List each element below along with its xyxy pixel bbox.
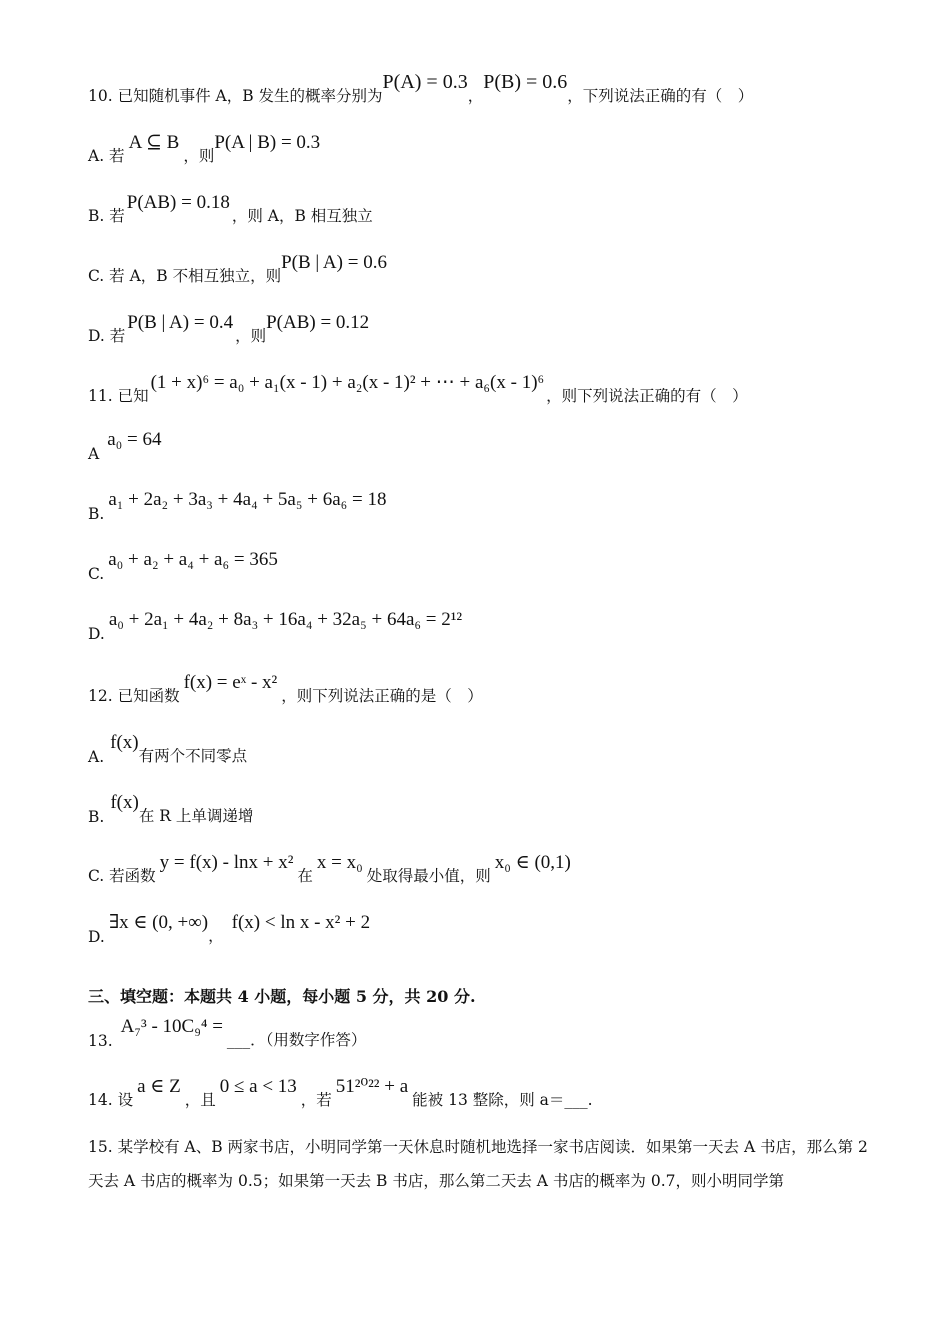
- q11-b-math: a₁ + 2a₂ + 3a₃ + 4a₄ + 5a₅ + 6a₆ = 18: [108, 489, 387, 510]
- q15-text: 15. 某学校有 A、B 两家书店，小明同学第一天休息时随机地选择一家书店阅读．如果第一天去 A 书店，那么第 2 天去 A 书店的概率为 0.5；如果第一天去 B 书店，那么第二天去 A 书店的概率为 0.7，则小明同学第: [88, 1138, 868, 1190]
- q10-prob-a: P(A) = 0.3: [382, 71, 468, 93]
- q12-option-a: [88, 732, 890, 766]
- q13-math: A₇³ - 10C₉⁴ =: [120, 1016, 223, 1037]
- q12-option-b: [88, 792, 890, 826]
- q12-stem: [88, 672, 890, 706]
- q10-b-math1: P(AB) = 0.18: [126, 192, 230, 213]
- q10-a-label: A. 若: [88, 147, 125, 165]
- q10-d-label: D. 若: [88, 327, 126, 345]
- q12-b-tail: 在 R 上单调递增: [138, 807, 254, 825]
- q11-expansion: (1 + x)⁶ = a₀ + a₁(x - 1) + a₂(x - 1)² + ⋯ + a₆(x - 1)⁶: [150, 372, 545, 393]
- q14-mid: ，且: [184, 1091, 216, 1109]
- q11-stem-tail: ，则下列说法正确的有（ ）: [546, 387, 748, 405]
- q11-stem: [88, 372, 890, 406]
- q12-c-math3: x₀ ∈ (0,1): [494, 852, 571, 873]
- q12-stem-text: 12. 已知函数: [88, 687, 180, 705]
- q10-c-label: C. 若 A，B 不相互独立，则: [88, 267, 282, 285]
- q10-stem-tail: ，下列说法正确的有（ ）: [567, 87, 754, 105]
- q12-c-math1: y = f(x) - lnx + x²: [159, 852, 294, 873]
- q11-b-label: B.: [88, 505, 105, 523]
- q12-b-math: f(x): [110, 792, 139, 813]
- q14-math3: 51²⁰²² + a: [335, 1076, 409, 1097]
- q13-label: 13.: [88, 1032, 113, 1050]
- q10-stem-text: 10. 已知随机事件 A，B 发生的概率分别为: [88, 87, 383, 105]
- q12-d-label: D.: [88, 928, 105, 946]
- q10-stem-sep: ，: [467, 87, 484, 105]
- section3-heading: [88, 984, 890, 1007]
- q12-c-math2: x = x₀: [316, 852, 363, 873]
- q14-label: 14. 设: [88, 1091, 134, 1109]
- q12-option-d: [88, 912, 890, 946]
- q12-d-mid: ，: [208, 927, 224, 945]
- q10-c-math1: P(B | A) = 0.6: [281, 252, 387, 273]
- q12-c-mid2: 处取得最小值，则: [366, 867, 491, 885]
- q12-d-math2: f(x) < ln x - x² + 2: [231, 912, 371, 933]
- q12-c-label: C. 若函数: [88, 867, 156, 885]
- q14-tail: 能被 13 整除，则 a＝___.: [412, 1091, 593, 1109]
- q10-option-d: [88, 312, 890, 346]
- q10-prob-b: P(B) = 0.6: [483, 71, 568, 93]
- q14: [88, 1076, 890, 1110]
- q11-c-math: a₀ + a₂ + a₄ + a₆ = 365: [108, 549, 278, 570]
- q12-stem-tail: ，则下列说法正确的是（ ）: [281, 687, 483, 705]
- q11-option-d: [88, 609, 890, 643]
- q14-math1: a ∈ Z: [137, 1076, 181, 1097]
- q10-option-b: [88, 192, 890, 226]
- q10-b-tail: ，则 A，B 相互独立: [231, 207, 373, 225]
- q12-a-tail: 有两个不同零点: [138, 747, 248, 765]
- q13: [88, 1016, 890, 1050]
- q10-option-c: [88, 252, 890, 286]
- q11-stem-text: 11. 已知: [88, 387, 149, 405]
- q12-b-label: B.: [88, 808, 105, 826]
- q11-c-label: C.: [88, 565, 105, 583]
- q11-option-a: [88, 429, 890, 463]
- q10-a-math1: A ⊆ B: [128, 132, 180, 153]
- q11-option-c: [88, 549, 890, 583]
- q10-a-mid: ，则: [183, 147, 215, 165]
- q10-d-mid: ，则: [235, 327, 267, 345]
- q12-d-math1: ∃x ∈ (0, +∞): [108, 912, 209, 933]
- q11-d-math: a₀ + 2a₁ + 4a₂ + 8a₃ + 16a₄ + 32a₅ + 64a₆ = 2¹²: [108, 609, 463, 630]
- section3-heading-text: 三、填空题：本题共 4 小题，每小题 5 分，共 20 分.: [88, 987, 476, 1006]
- q10-option-a: [88, 132, 890, 166]
- q13-tail: ___．（用数字作答）: [226, 1031, 367, 1049]
- q12-a-math: f(x): [110, 732, 139, 753]
- q10-stem: [88, 71, 890, 106]
- q11-a-label: A: [88, 445, 100, 463]
- q12-function: f(x) = eˣ - x²: [183, 672, 278, 693]
- q14-mid2: ，若: [300, 1091, 332, 1109]
- q12-c-mid: 在: [297, 867, 313, 885]
- q11-d-label: D.: [88, 625, 105, 643]
- q15: [88, 1130, 868, 1198]
- q14-math2: 0 ≤ a < 13: [219, 1076, 297, 1097]
- q10-d-math1: P(B | A) = 0.4: [127, 312, 234, 333]
- q10-b-label: B. 若: [88, 207, 125, 225]
- q12-a-label: A.: [88, 748, 105, 766]
- q10-a-math2: P(A | B) = 0.3: [214, 132, 321, 153]
- q10-d-math2: P(AB) = 0.12: [266, 312, 370, 333]
- q11-a-math: a₀ = 64: [107, 429, 162, 450]
- q12-option-c: [88, 852, 890, 886]
- q11-option-b: [88, 489, 890, 523]
